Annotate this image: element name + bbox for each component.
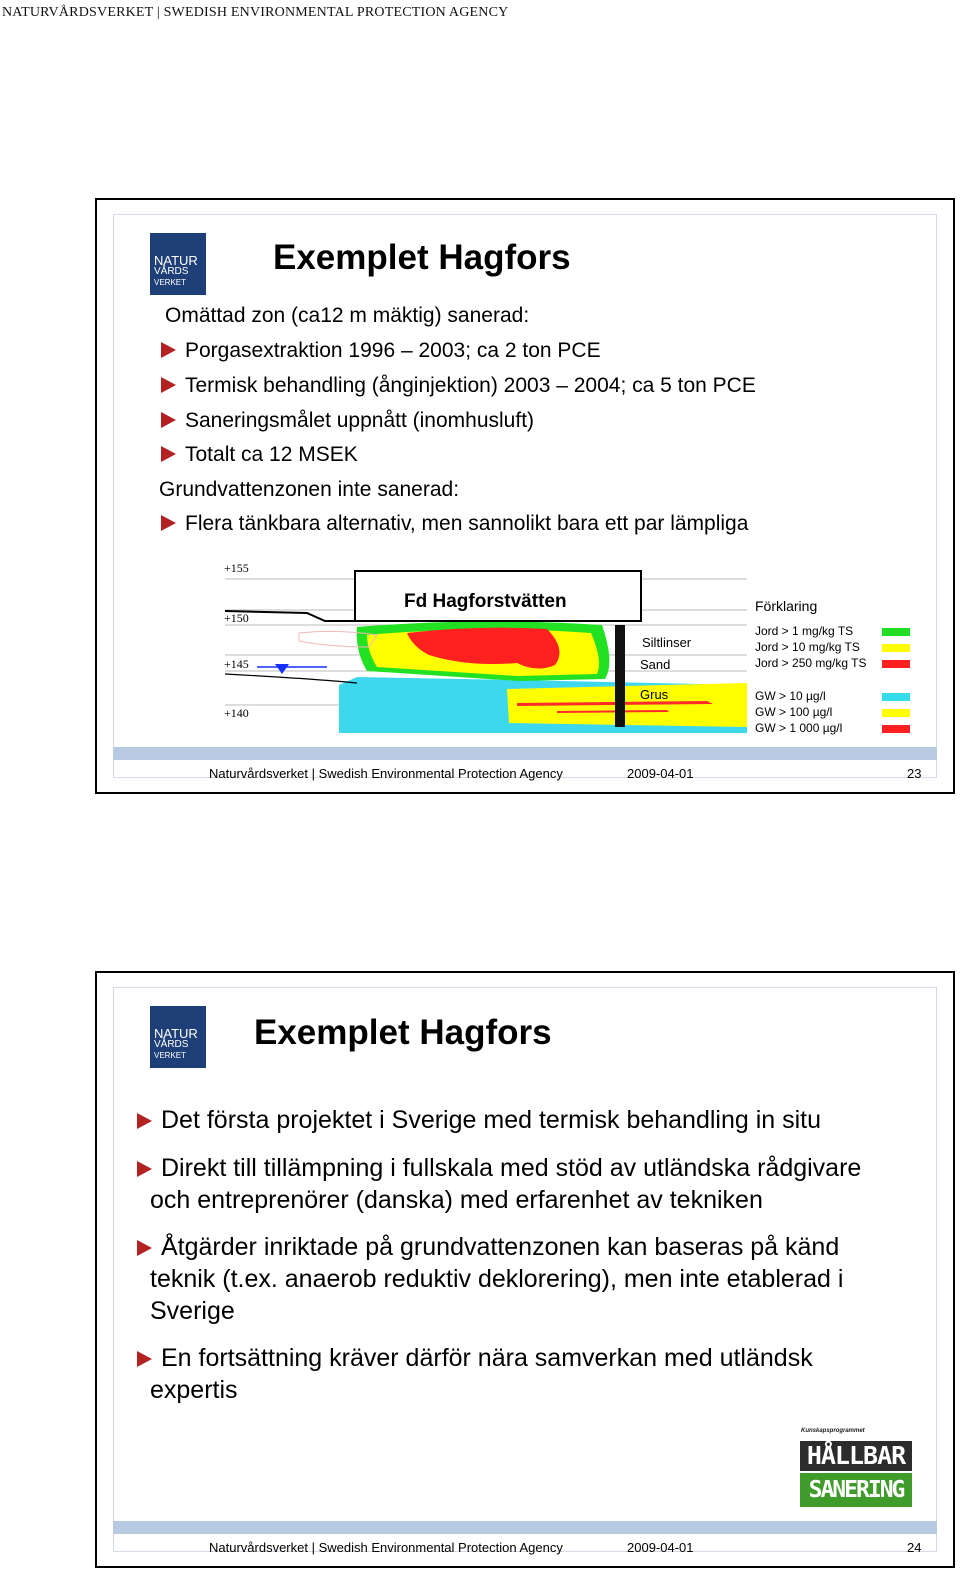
hallbar-program-label: Kunskapsprogrammet <box>801 1428 865 1434</box>
monitoring-well <box>615 625 625 727</box>
legend-swatch <box>882 660 910 668</box>
legend-swatch <box>882 693 910 701</box>
layer-label: Siltlinser <box>642 635 692 650</box>
slide-2 <box>95 971 955 1568</box>
slide-1 <box>95 198 955 794</box>
bullet-item: Termisk behandling (ånginjektion) 2003 – 2004; ca 5 ton PCE <box>161 374 756 398</box>
arrow-bullet-icon <box>137 1351 152 1367</box>
hallbar-sanering-logo <box>799 1428 914 1510</box>
bullet-item: En fortsättning kräver därför nära samverkan med utländsk <box>137 1344 813 1373</box>
legend-swatch <box>882 709 910 717</box>
layer-label: Grus <box>640 687 669 702</box>
arrow-bullet-icon <box>161 412 176 428</box>
legend-label: GW > 100 µg/l <box>755 705 833 719</box>
arrow-bullet-icon <box>161 377 176 393</box>
bullet-continuation: teknik (t.ex. anaerob reduktiv deklorering), men inte etablerad i <box>150 1265 844 1293</box>
slide-1-title: Exemplet Hagfors <box>273 238 571 277</box>
footer-page-number: 24 <box>907 1540 922 1555</box>
elevation-label: +145 <box>224 657 249 671</box>
footer-date: 2009-04-01 <box>627 766 694 781</box>
footer-bar <box>113 1521 937 1534</box>
page-header: NATURVÅRDSVERKET | SWEDISH ENVIRONMENTAL PROTECTION AGENCY <box>2 5 509 20</box>
legend-label: GW > 10 µg/l <box>755 689 826 703</box>
bullet-item: Direkt till tillämpning i fullskala med stöd av utländska rådgivare <box>137 1154 861 1183</box>
text-line: Omättad zon (ca12 m mäktig) sanerad: <box>165 304 530 327</box>
legend-label: Jord > 10 mg/kg TS <box>755 640 860 654</box>
layer-label: Sand <box>640 657 671 672</box>
groundwater-level-icon <box>275 664 289 674</box>
legend-label: GW > 1 000 µg/l <box>755 721 843 735</box>
building-label: Fd Hagforstvätten <box>404 591 567 612</box>
bullet-item: Saneringsmålet uppnått (inomhusluft) <box>161 409 534 433</box>
arrow-bullet-icon <box>161 515 176 531</box>
legend-label: Jord > 250 mg/kg TS <box>755 656 867 670</box>
arrow-bullet-icon <box>161 342 176 358</box>
legend-title: Förklaring <box>755 598 818 614</box>
legend-swatch <box>882 628 910 636</box>
slide-2-title: Exemplet Hagfors <box>254 1013 552 1052</box>
footer-org: Naturvårdsverket | Swedish Environmental Protection Agency <box>209 1540 563 1555</box>
bullet-item: Flera tänkbara alternativ, men sannolikt bara ett par lämpliga <box>161 512 748 536</box>
arrow-bullet-icon <box>161 446 176 462</box>
hallbar-line-2: SANERING <box>800 1473 912 1507</box>
bullet-item: Åtgärder inriktade på grundvattenzonen kan baseras på känd <box>137 1233 839 1262</box>
legend-swatch <box>882 644 910 652</box>
legend-label: Jord > 1 mg/kg TS <box>755 624 854 638</box>
elevation-label: +140 <box>224 706 249 720</box>
footer-date: 2009-04-01 <box>627 1540 694 1555</box>
naturvardsverket-logo: NATUR VÅRDS VERKET <box>150 1006 206 1068</box>
bullet-item: Porgasextraktion 1996 – 2003; ca 2 ton PCE <box>161 339 601 363</box>
text-line: Grundvattenzonen inte sanerad: <box>159 478 460 501</box>
bullet-item: Totalt ca 12 MSEK <box>161 443 358 467</box>
arrow-bullet-icon <box>137 1240 152 1256</box>
bullet-item: Det första projektet i Sverige med termisk behandling in situ <box>137 1106 821 1135</box>
elevation-label: +155 <box>224 561 249 575</box>
footer-page-number: 23 <box>907 766 922 781</box>
bullet-continuation: och entreprenörer (danska) med erfarenhet av tekniken <box>150 1186 763 1214</box>
arrow-bullet-icon <box>137 1161 152 1177</box>
footer-org: Naturvårdsverket | Swedish Environmental Protection Agency <box>209 766 563 781</box>
naturvardsverket-logo: NATUR VÅRDS VERKET <box>150 233 206 295</box>
arrow-bullet-icon <box>137 1113 152 1129</box>
legend-swatch <box>882 725 910 733</box>
elevation-label: +150 <box>224 611 249 625</box>
hallbar-line-1: HÅLLBAR <box>800 1441 912 1471</box>
footer-bar <box>113 747 937 760</box>
bullet-continuation: expertis <box>150 1376 238 1404</box>
bullet-continuation: Sverige <box>150 1297 235 1325</box>
